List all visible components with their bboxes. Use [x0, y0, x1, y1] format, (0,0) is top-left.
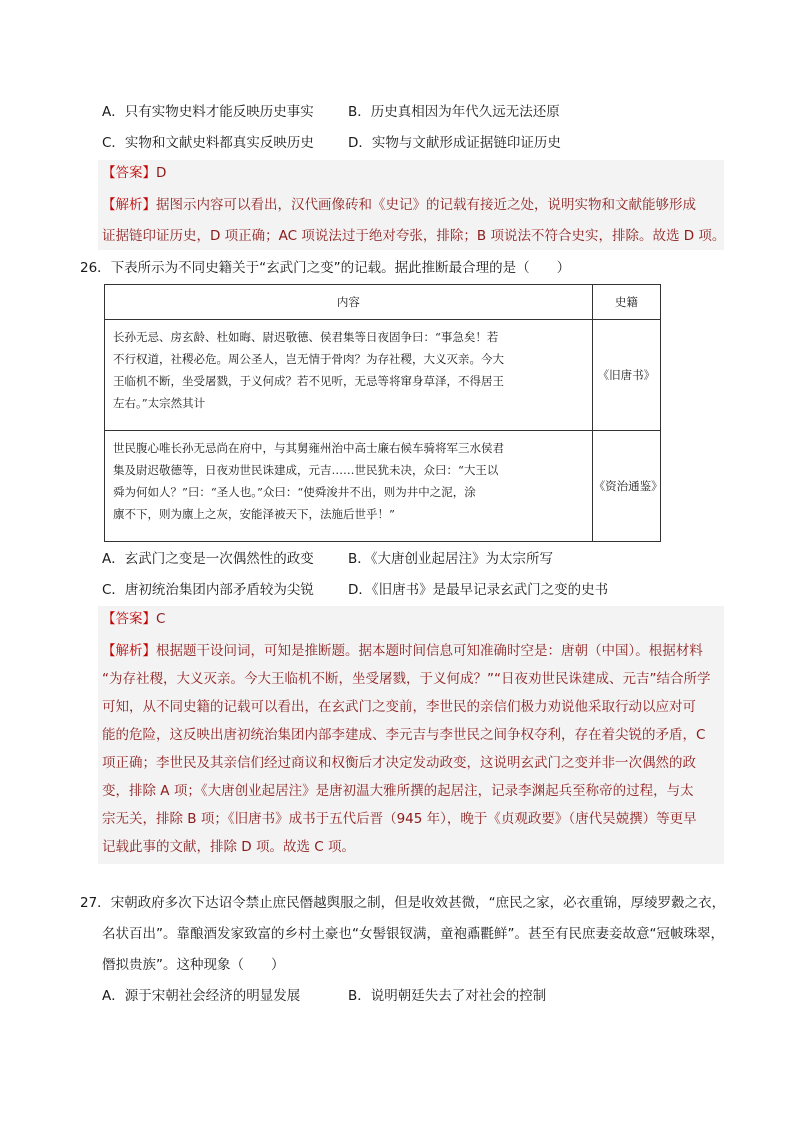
table-header-book: 史籍 [592, 285, 660, 320]
q26-analysis-line-8: 记载此事的文献，排除 D 项。故选 C 项。 [102, 839, 355, 855]
q25-option-d: D．实物与文献形成证据链印证历史 [348, 135, 561, 151]
q25-answer-block [98, 160, 724, 250]
table-cell-content: 世民腹心唯长孙无忌尚在府中，与其舅雍州治中高士廉右候车骑将军三水侯君 集及尉迟敬德等，日夜劝世民诛建成，元吉……世民犹未决，众曰：“大王以 舜为何如人？”曰：“圣人也。”众曰：“使舜浚井不出，则为井中之泥，涂 廪不下，则为廪上之灰，安能泽被天下，法施后世乎！” [105, 431, 593, 542]
q25-option-a: A．只有实物史料才能反映历史事实 [102, 104, 314, 120]
q25-option-c: C．实物和文献史料都真实反映历史 [102, 135, 314, 151]
q25-analysis-line-1: 【解析】据图示内容可以看出，汉代画像砖和《史记》的记载有接近之处，说明实物和文献能够形成 [102, 197, 696, 213]
table-row [105, 320, 661, 431]
q25-answer: 【答案】D [102, 165, 167, 181]
q26-analysis-line-4: 能的危险，这反映出唐初统治集团内部李建成、李元吉与李世民之间争权夺利，存在着尖锐的矛盾，C [102, 727, 706, 743]
q26-stem: 26．下表所示为不同史籍关于“玄武门之变”的记载。据此推断最合理的是（ ） [80, 260, 571, 276]
q26-answer-block [98, 606, 724, 864]
q27-stem-line-3: 僭拟贵族”。这种现象（ ） [102, 957, 285, 973]
table-cell-book: 《旧唐书》 [592, 320, 660, 431]
table-cell-book: 《资治通鉴》 [592, 431, 660, 542]
q26-option-b: B．《大唐创业起居注》为太宗所写 [348, 551, 554, 567]
table-cell-content: 长孙无忌、房玄龄、杜如晦、尉迟敬德、侯君集等日夜固争曰：“事急矣！若 不行权道，社稷必危。周公圣人，岂无情于骨肉？为存社稷，大义灭亲。今大 王临机不断，坐受屠戮，于义何成？若不见听，无忌等将窜身草泽，不得居王 左右。”太宗然其计 [105, 320, 593, 431]
q25-analysis-line-2: 证据链印证历史，D 项正确；AC 项说法过于绝对夸张，排除；B 项说法不符合史实，排除。故选 D 项。 [102, 228, 726, 244]
q26-option-a: A．玄武门之变是一次偶然性的政变 [102, 551, 314, 567]
q27-stem-line-1: 27．宋朝政府多次下达诏令禁止庶民僭越舆服之制，但是收效甚微，“庶民之家，必衣重锦，厚绫罗縠之衣， [80, 895, 726, 911]
q26-analysis-line-1: 【解析】根据题干设问词，可知是推断题。据本题时间信息可知准确时空是：唐朝（中国）。根据材料 [102, 643, 703, 659]
q26-history-table [104, 284, 661, 542]
q27-stem-line-2: 名状百出”。靠酿酒发家致富的乡村土豪也“女髻银钗满，童袍鼒氍鲜”。甚至有民庶妻妾故意“冠帔珠翠， [102, 926, 724, 942]
table-row [105, 431, 661, 542]
q27-option-b: B．说明朝廷失去了对社会的控制 [348, 988, 547, 1004]
q26-option-c: C．唐初统治集团内部矛盾较为尖锐 [102, 582, 314, 598]
q26-analysis-line-6: 变，排除 A 项；《大唐创业起居注》是唐初温大雅所撰的起居注，记录李渊起兵至称帝的过程，与太 [102, 783, 694, 799]
q26-option-d: D．《旧唐书》是最早记录玄武门之变的史书 [348, 582, 609, 598]
table-header-content: 内容 [105, 285, 593, 320]
q26-analysis-line-3: 可知，从不同史籍的记载可以看出，在玄武门之变前，李世民的亲信们极力劝说他采取行动以应对可 [102, 699, 696, 715]
q26-analysis-line-7: 宗无关，排除 B 项；《旧唐书》成书于五代后晋（945 年），晚于《贞观政要》（唐代吴兢撰）等更早 [102, 811, 697, 827]
q26-analysis-line-5: 项正确；李世民及其亲信们经过商议和权衡后才决定发动政变，这说明玄武门之变并非一次偶然的政 [102, 755, 696, 771]
q26-analysis-line-2: “为存社稷，大义灭亲。今大王临机不断，坐受屠戮，于义何成？”“日夜劝世民诛建成、元吉”结合所学 [102, 671, 711, 687]
q27-option-a: A．源于宋朝社会经济的明显发展 [102, 988, 301, 1004]
q26-answer: 【答案】C [102, 611, 166, 627]
q25-option-b: B．历史真相因为年代久远无法还原 [348, 104, 560, 120]
table-header-row [105, 285, 661, 320]
